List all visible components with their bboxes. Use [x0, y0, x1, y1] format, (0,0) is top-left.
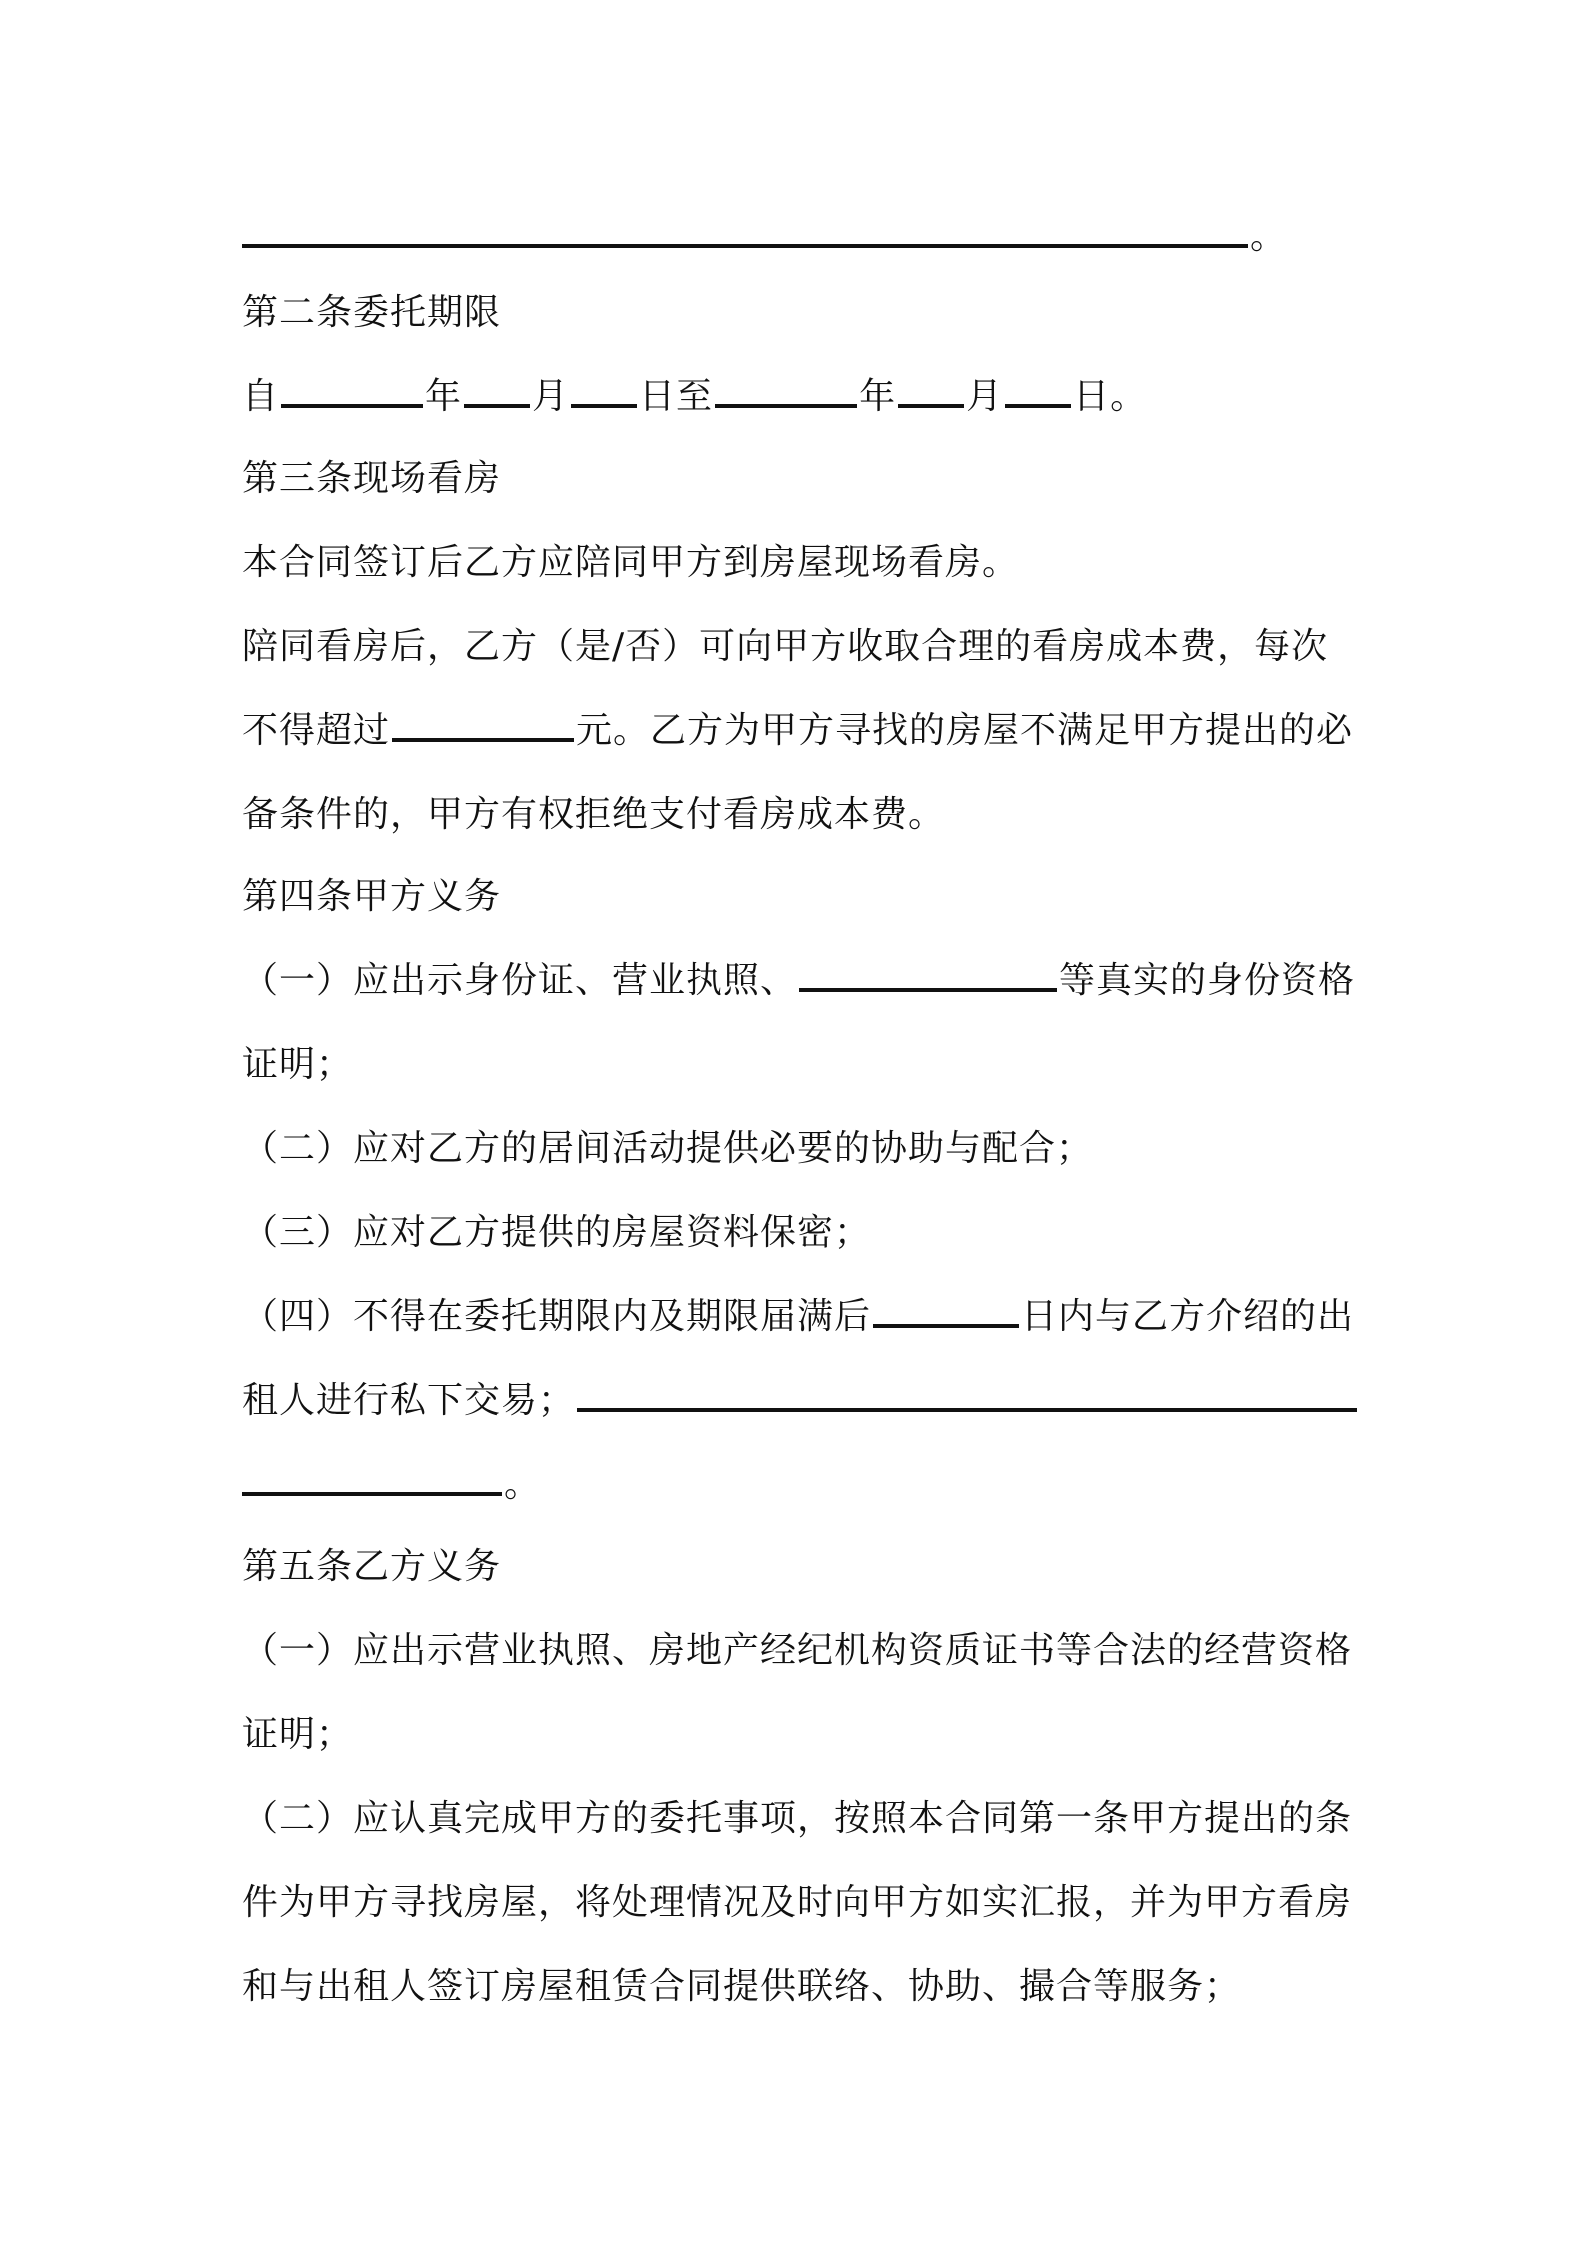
period: 。	[1250, 216, 1288, 257]
article-2-period-line	[242, 374, 1147, 420]
text: 月	[966, 376, 1004, 417]
article-4-item-2: （二）应对乙方的居间活动提供必要的协助与配合；	[242, 1128, 1094, 1169]
article-3-line-1: 本合同签订后乙方应陪同甲方到房屋现场看房。	[242, 542, 1020, 583]
other-obligations-blank[interactable]	[577, 1378, 1357, 1412]
text: 年	[859, 376, 897, 417]
article-5-item-2: （二）应认真完成甲方的委托事项，按照本合同第一条甲方提出的条	[242, 1798, 1353, 1839]
article-3-line-2: 陪同看房后，乙方（是/否）可向甲方收取合理的看房成本费，每次	[242, 626, 1329, 667]
text: 元。乙方为甲方寻找的房屋不满足甲方提出的必	[576, 710, 1354, 751]
article-4-title: 第四条甲方义务	[242, 876, 502, 917]
end-month-blank[interactable]	[898, 374, 964, 408]
start-day-blank[interactable]	[571, 374, 637, 408]
article-4-item-4-cont	[242, 1378, 1359, 1424]
fill-blank[interactable]	[242, 214, 1248, 248]
article-5-item-1: （一）应出示营业执照、房地产经纪机构资质证书等合法的经营资格	[242, 1630, 1353, 1671]
article-4-item-4-end	[242, 1462, 541, 1508]
article-4-item-1-cont: 证明；	[242, 1044, 354, 1085]
text: 不得超过	[242, 710, 391, 751]
text: 年	[425, 376, 463, 417]
text: 租人进行私下交易；	[242, 1380, 576, 1421]
article-4-item-3: （三）应对乙方提供的房屋资料保密；	[242, 1212, 872, 1253]
start-year-blank[interactable]	[281, 374, 423, 408]
period: 。	[504, 1464, 542, 1505]
fee-amount-blank[interactable]	[392, 708, 574, 742]
text: （四）不得在委托期限内及期限届满后	[242, 1296, 872, 1337]
article-2-title: 第二条委托期限	[242, 292, 502, 333]
start-month-blank[interactable]	[464, 374, 530, 408]
article-5-item-2-cont-2: 和与出租人签订房屋租赁合同提供联络、协助、撮合等服务；	[242, 1966, 1242, 2007]
article-3-title: 第三条现场看房	[242, 458, 502, 499]
end-year-blank[interactable]	[715, 374, 857, 408]
text: 日至	[639, 376, 714, 417]
text: 等真实的身份资格	[1059, 960, 1356, 1001]
days-blank[interactable]	[873, 1294, 1019, 1328]
article-5-item-2-cont-1: 件为甲方寻找房屋，将处理情况及时向甲方如实汇报，并为甲方看房	[242, 1882, 1353, 1923]
identity-doc-blank[interactable]	[799, 958, 1057, 992]
article-3-line-3	[242, 708, 1353, 754]
article-5-title: 第五条乙方义务	[242, 1546, 502, 1587]
text: 日。	[1073, 376, 1148, 417]
text: （一）应出示身份证、营业执照、	[242, 960, 798, 1001]
article-4-item-1	[242, 958, 1355, 1004]
continuation-line	[242, 214, 1287, 260]
article-4-item-4	[242, 1294, 1354, 1340]
end-day-blank[interactable]	[1005, 374, 1071, 408]
article-3-line-4: 备条件的，甲方有权拒绝支付看房成本费。	[242, 794, 946, 835]
article-5-item-1-cont: 证明；	[242, 1714, 354, 1755]
text: 自	[242, 376, 280, 417]
text: 月	[532, 376, 570, 417]
text: 日内与乙方介绍的出	[1021, 1296, 1355, 1337]
other-obligations-blank-2[interactable]	[242, 1462, 502, 1496]
